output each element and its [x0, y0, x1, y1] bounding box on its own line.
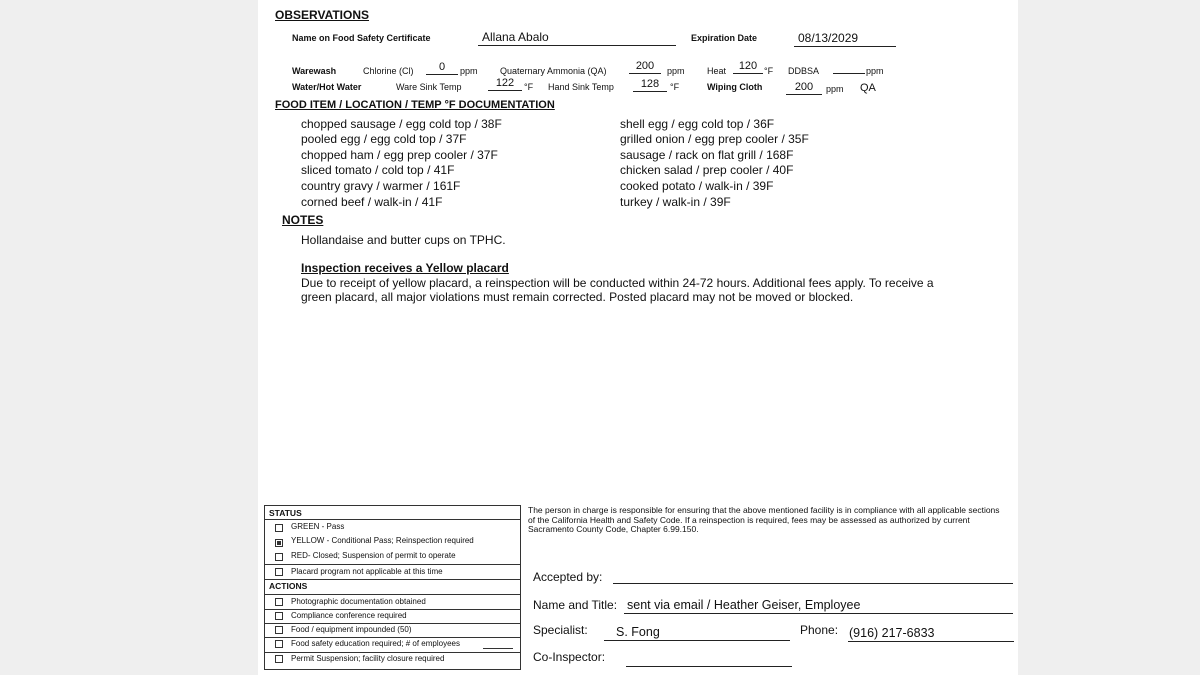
action-suspension-label: Permit Suspension; facility closure required — [291, 654, 445, 663]
wiping-cloth-type: QA — [860, 82, 876, 94]
status-red-label: RED- Closed; Suspension of permit to operate — [291, 551, 456, 560]
food-item-right-1: shell egg / egg cold top / 36F — [620, 117, 775, 131]
expiration-date-value: 08/13/2029 — [798, 31, 859, 45]
specialist-label: Specialist: — [533, 623, 588, 637]
inspection-report-page — [258, 0, 1018, 675]
action-item-photo — [265, 596, 520, 610]
cert-name-field — [478, 30, 676, 46]
food-documentation-heading: FOOD ITEM / LOCATION / TEMP °F DOCUMENTATION — [275, 99, 555, 111]
action-conference-checkbox[interactable] — [275, 612, 283, 620]
food-item-right-5: cooked potato / walk-in / 39F — [620, 179, 774, 193]
cert-name-value: Allana Abalo — [482, 30, 549, 44]
food-item-left-5: country gravy / warmer / 161F — [301, 179, 461, 193]
action-suspension-checkbox[interactable] — [275, 655, 283, 663]
heat-label: Heat — [707, 66, 727, 76]
hand-sink-label: Hand Sink Temp — [548, 82, 614, 92]
placard-text-line-2: green placard, all major violations must remain corrected. Posted placard may not be moved or blocked. — [301, 290, 854, 304]
action-item-impound — [265, 624, 520, 638]
status-item-green — [265, 521, 520, 535]
status-item-na — [265, 566, 520, 580]
food-item-right-6: turkey / walk-in / 39F — [620, 195, 731, 209]
status-item-red — [265, 550, 520, 564]
action-conference-label: Compliance conference required — [291, 611, 407, 620]
ddbsa-unit: ppm — [866, 66, 884, 76]
wiping-cloth-unit: ppm — [826, 84, 844, 94]
food-item-right-2: grilled onion / egg prep cooler / 35F — [620, 132, 809, 146]
placard-text-line-1: Due to receipt of yellow placard, a reinspection will be conducted within 24-72 hours. Additional fees apply. To receive a — [301, 276, 934, 290]
warewash-label: Warewash — [292, 66, 337, 76]
action-item-suspension — [265, 653, 520, 667]
action-photo-label: Photographic documentation obtained — [291, 597, 426, 606]
status-divider — [265, 519, 520, 520]
expiration-date-label: Expiration Date — [691, 33, 758, 43]
qa-unit: ppm — [667, 66, 685, 76]
actions-heading: ACTIONS — [269, 581, 308, 591]
chlorine-label: Chlorine (Cl) — [363, 66, 414, 76]
phone-value: (916) 217-6833 — [849, 626, 935, 640]
compliance-statement: The person in charge is responsible for ensuring that the above mentioned facility is in compliance with all applicable sections of the California Health and Safety Code. If a reinspection is required, fees may be assessed as authorized by current Sacramento County Code, Chapter 6.99.150. — [528, 505, 1000, 534]
specialist-line — [604, 640, 790, 641]
status-green-label: GREEN - Pass — [291, 522, 345, 531]
specialist-value: S. Fong — [616, 625, 660, 639]
heat-value: 120 — [733, 60, 763, 74]
wiping-cloth-label: Wiping Cloth — [707, 82, 763, 92]
status-yellow-checkbox[interactable] — [275, 539, 283, 547]
status-na-label: Placard program not applicable at this time — [291, 567, 443, 576]
ware-sink-unit: °F — [524, 82, 534, 92]
status-na-checkbox[interactable] — [275, 568, 283, 576]
qa-label: Quaternary Ammonia (QA) — [500, 66, 607, 76]
co-inspector-line[interactable] — [626, 666, 792, 667]
action-impound-checkbox[interactable] — [275, 626, 283, 634]
hand-sink-unit: °F — [670, 82, 680, 92]
ddbsa-label: DDBSA — [788, 66, 820, 76]
status-heading: STATUS — [269, 508, 302, 518]
ddbsa-field — [833, 73, 865, 74]
employee-count-field[interactable] — [483, 648, 513, 649]
ware-sink-label: Ware Sink Temp — [396, 82, 462, 92]
name-title-line — [624, 613, 1013, 614]
food-item-left-6: corned beef / walk-in / 41F — [301, 195, 443, 209]
chlorine-value: 0 — [426, 61, 458, 75]
phone-label: Phone: — [800, 623, 839, 637]
hand-sink-value: 128 — [633, 78, 667, 92]
name-title-label: Name and Title: — [533, 598, 618, 612]
accepted-by-line[interactable] — [613, 583, 1013, 584]
name-title-value: sent via email / Heather Geiser, Employee — [627, 598, 861, 612]
food-item-left-4: sliced tomato / cold top / 41F — [301, 163, 455, 177]
status-green-checkbox[interactable] — [275, 524, 283, 532]
food-item-right-3: sausage / rack on flat grill / 168F — [620, 148, 794, 162]
action-item-education — [265, 638, 520, 652]
ware-sink-value: 122 — [488, 77, 522, 91]
heat-unit: °F — [764, 66, 774, 76]
status-actions-box — [264, 505, 521, 670]
actions-divider — [265, 579, 520, 580]
food-item-right-4: chicken salad / prep cooler / 40F — [620, 163, 794, 177]
status-divider-2 — [265, 564, 520, 565]
co-inspector-label: Co-Inspector: — [533, 650, 606, 664]
action-education-checkbox[interactable] — [275, 640, 283, 648]
chlorine-unit: ppm — [460, 66, 478, 76]
water-hot-water-label: Water/Hot Water — [292, 82, 362, 92]
action-education-label: Food safety education required; # of employees — [291, 639, 460, 648]
placard-heading: Inspection receives a Yellow placard — [301, 261, 509, 275]
note-text: Hollandaise and butter cups on TPHC. — [301, 233, 506, 247]
action-item-conference — [265, 610, 520, 624]
qa-value: 200 — [629, 60, 661, 74]
food-item-left-2: pooled egg / egg cold top / 37F — [301, 132, 467, 146]
food-item-left-1: chopped sausage / egg cold top / 38F — [301, 117, 502, 131]
cert-name-label: Name on Food Safety Certificate — [292, 33, 431, 43]
accepted-by-label: Accepted by: — [533, 570, 603, 584]
phone-line — [848, 641, 1014, 642]
food-item-left-3: chopped ham / egg prep cooler / 37F — [301, 148, 498, 162]
action-impound-label: Food / equipment impounded (50) — [291, 625, 412, 634]
observations-heading: OBSERVATIONS — [275, 8, 370, 22]
status-yellow-label: YELLOW - Conditional Pass; Reinspection required — [291, 536, 474, 545]
notes-heading: NOTES — [282, 213, 324, 227]
wiping-cloth-value: 200 — [786, 81, 822, 95]
status-red-checkbox[interactable] — [275, 553, 283, 561]
expiration-date-field — [794, 31, 896, 47]
status-item-yellow — [265, 535, 520, 549]
action-photo-checkbox[interactable] — [275, 598, 283, 606]
actions-divider-2 — [265, 594, 520, 595]
